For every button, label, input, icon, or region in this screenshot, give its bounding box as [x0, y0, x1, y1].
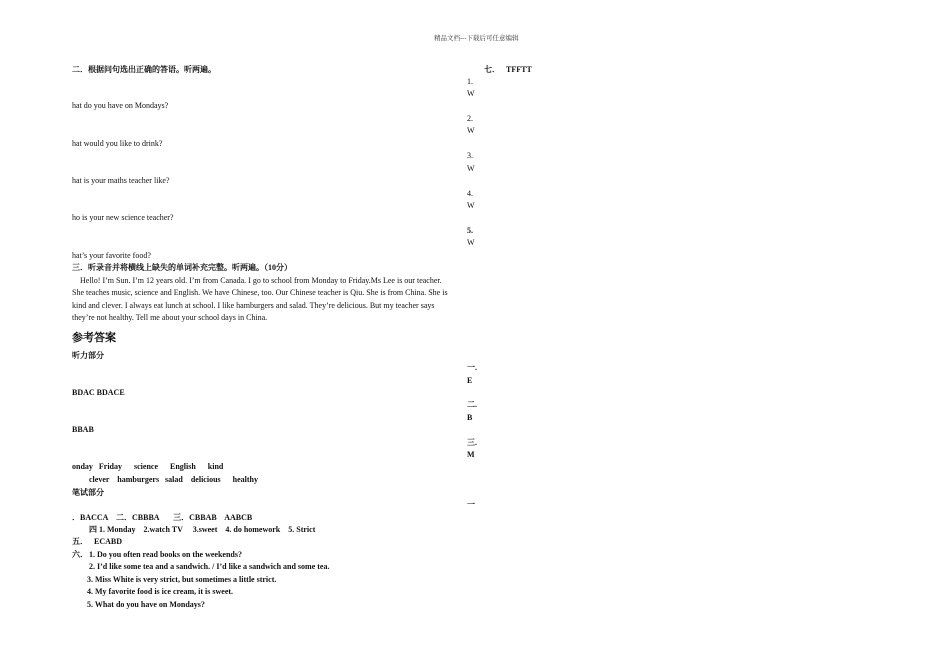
right-mark-2-letter: B: [467, 413, 473, 422]
passage-line-3: kind and clever. I always eat lunch at school. I like hamburgers and salad. They’re delicious. But my teacher says: [72, 301, 435, 310]
section7-answers: 七． TFFTT: [484, 65, 532, 74]
section2-title: 二．根据问句选出正确的答语。听两遍。: [72, 65, 216, 74]
right-num-2: 2.: [467, 114, 473, 123]
right-num-3: 3.: [467, 151, 473, 160]
six-item-3: 3. Miss White is very strict, but sometimes a little strict.: [87, 575, 277, 584]
right-w-3: W: [467, 164, 475, 173]
right-w-2: W: [467, 126, 475, 135]
question-2: hat would you like to drink?: [72, 139, 163, 148]
writing-line-2: 四 1. Monday 2.watch TV 3.sweet 4. do homework 5. Strict: [89, 525, 316, 534]
answer-line-1: BDAC BDACE: [72, 388, 125, 397]
right-mark-3-letter: M: [467, 450, 475, 459]
right-w-1: W: [467, 89, 475, 98]
six-item-2: 2. I’d like some tea and a sandwich. / I’d like a sandwich and some tea.: [89, 562, 330, 571]
writing-line-3: 五． ECABD: [72, 537, 123, 546]
listening-title: 听力部分: [72, 351, 104, 360]
question-1: hat do you have on Mondays?: [72, 101, 169, 110]
right-num-1: 1.: [467, 77, 473, 86]
six-item-4: 4. My favorite food is ice cream, it is sweet.: [87, 587, 234, 596]
writing-line-1: ．BACCA 二．CBBBA 三．CBBAB AABCB: [72, 513, 253, 522]
right-last-mark: 一: [467, 500, 475, 509]
right-mark-2-num: 二.: [467, 400, 477, 409]
right-num-4: 4.: [467, 189, 473, 198]
right-mark-1-letter: E: [467, 376, 473, 385]
right-w-5: W: [467, 238, 475, 247]
section3-title: 三．听录音并将横线上缺失的单词补充完整。听两遍。（10分）: [72, 263, 292, 272]
page-header: 精品文档---下载后可任意编辑: [434, 35, 519, 42]
answers-title: 参考答案: [72, 332, 116, 344]
right-w-4: W: [467, 201, 475, 210]
question-3: hat is your maths teacher like?: [72, 176, 170, 185]
writing-title: 笔试部分: [72, 488, 104, 497]
six-label: 六．: [72, 550, 88, 559]
passage-line-2: She teaches music, science and English. We have Chinese, too. Our Chinese teacher is Qiu. She is from China. She is: [72, 288, 448, 297]
right-num-5: 5.: [467, 226, 473, 235]
answer-line-2: BBAB: [72, 425, 94, 434]
right-mark-1-num: 一.: [467, 363, 477, 372]
question-4: ho is your new science teacher?: [72, 213, 174, 222]
six-item-1: 1. Do you often read books on the weekends?: [89, 550, 242, 559]
right-mark-3-num: 三.: [467, 438, 477, 447]
words-line-1: onday Friday science English kind: [72, 462, 224, 471]
six-item-5: 5. What do you have on Mondays?: [87, 600, 205, 609]
question-5: hat’s your favorite food?: [72, 251, 151, 260]
words-line-2: clever hamburgers salad delicious healthy: [89, 475, 258, 484]
passage-line-4: they’re not healthy. Tell me about your school days in China.: [72, 313, 268, 322]
passage-line-1: Hello! I’m Sun. I’m 12 years old. I’m from Canada. I go to school from Monday to Friday.Ms Lee is our teacher.: [80, 276, 442, 285]
